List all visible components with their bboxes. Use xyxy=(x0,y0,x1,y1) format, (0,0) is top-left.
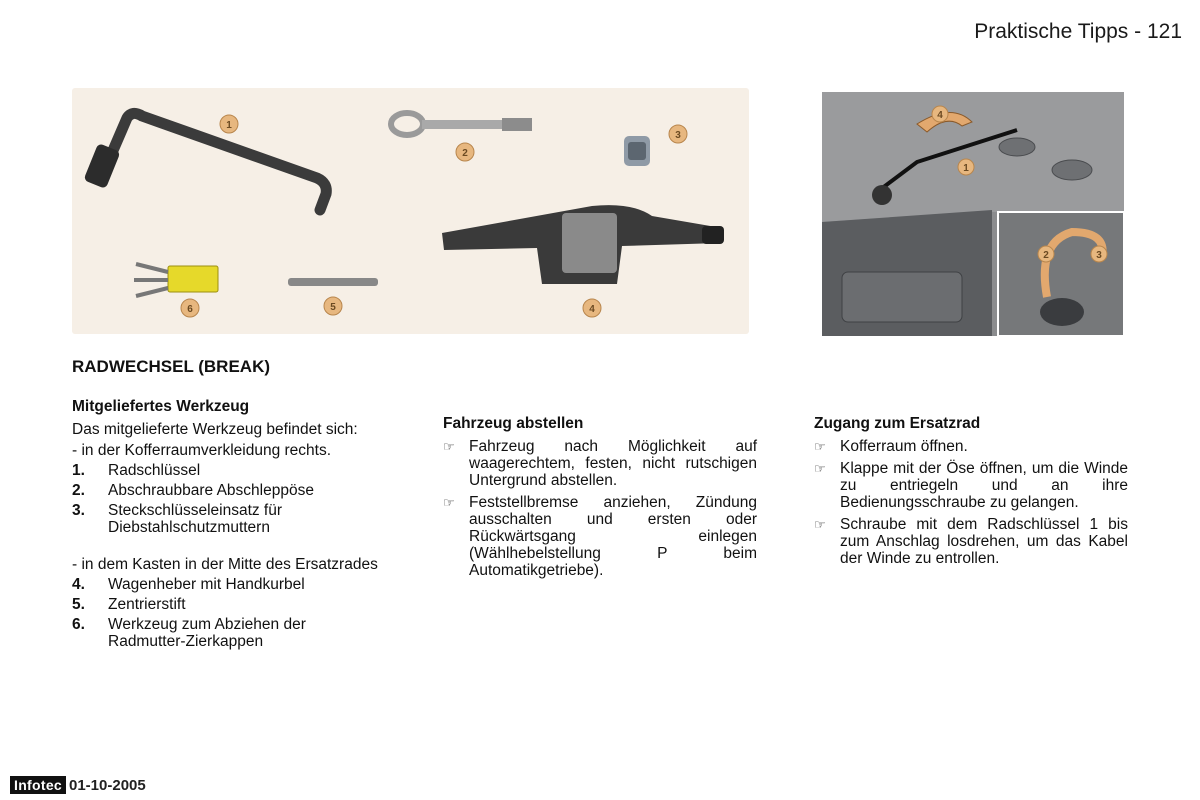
list-item: ☞ Fahrzeug nach Möglichkeit auf waagerechtem, festen, nicht rutschigen Untergrund abstellen. xyxy=(443,438,757,489)
marker-6: 6 xyxy=(187,304,193,315)
centering-pin-icon xyxy=(288,278,378,286)
marker-1: 1 xyxy=(226,120,232,131)
column-spare-access xyxy=(814,415,1128,572)
list-item: ☞ Schraube mit dem Radschlüssel 1 bis zum Anschlag losdrehen, um das Kabel der Winde zu entrollen. xyxy=(814,516,1128,567)
pointer-icon: ☞ xyxy=(814,439,826,454)
pointer-icon: ☞ xyxy=(814,461,826,476)
list-item: 1. Radschlüssel xyxy=(72,462,201,479)
wheel-wrench-icon xyxy=(83,113,326,210)
pointer-icon: ☞ xyxy=(814,517,826,532)
trunk-photo xyxy=(822,92,1124,336)
section-title: RADWECHSEL (BREAK) xyxy=(72,357,271,376)
column-tools xyxy=(72,398,386,653)
list-item: 6. Werkzeug zum Abziehen der Radmutter-Zierkappen xyxy=(72,616,306,650)
col1-location1: - in der Kofferraumverkleidung rechts. xyxy=(72,442,332,459)
hubcap-tool-icon xyxy=(134,264,218,296)
marker-2: 2 xyxy=(462,148,468,159)
photo-marker-3: 3 xyxy=(1096,250,1102,261)
page-header: Praktische Tipps - 121 xyxy=(974,20,1182,43)
jack-icon xyxy=(442,205,724,284)
photo-marker-1: 1 xyxy=(963,163,969,174)
list-item: 4. Wagenheber mit Handkurbel xyxy=(72,576,305,593)
pointer-icon: ☞ xyxy=(443,495,455,510)
photo-marker-4: 4 xyxy=(937,110,943,121)
access-steps xyxy=(814,438,1128,567)
footer xyxy=(10,776,146,794)
column-park-vehicle xyxy=(443,415,757,584)
col1-intro: Das mitgelieferte Werkzeug befindet sich: xyxy=(72,421,358,438)
socket-adapter-icon xyxy=(624,136,650,166)
brand-logo: Infotec xyxy=(10,776,66,794)
list-item: 5. Zentrierstift xyxy=(72,596,186,613)
tools-list-1 xyxy=(72,462,386,536)
tools-illustration xyxy=(72,88,749,334)
col1-heading: Mitgeliefertes Werkzeug xyxy=(72,398,250,415)
list-item: 3. Steckschlüsseleinsatz für Diebstahlschutzmuttern xyxy=(72,502,283,536)
col3-heading: Zugang zum Ersatzrad xyxy=(814,415,981,432)
photo-marker-2: 2 xyxy=(1043,250,1049,261)
pointer-icon: ☞ xyxy=(443,439,455,454)
list-item: ☞ Feststellbremse anziehen, Zündung ausschalten und ersten oder Rückwärtsgang einlegen (Wählhebelstellung P beim Automatikgetriebe). xyxy=(443,494,757,579)
marker-3: 3 xyxy=(675,130,681,141)
col2-heading: Fahrzeug abstellen xyxy=(443,415,584,432)
park-steps xyxy=(443,438,757,579)
marker-4: 4 xyxy=(589,304,595,315)
marker-5: 5 xyxy=(330,302,336,313)
trunk-drawing xyxy=(822,92,1124,336)
list-item: ☞ Kofferraum öffnen. xyxy=(814,438,968,455)
towing-eye-icon xyxy=(391,113,532,135)
footer-date: 01-10-2005 xyxy=(69,776,146,794)
tools-list-2 xyxy=(72,576,386,650)
tools-drawing xyxy=(72,88,749,334)
list-item: ☞ Klappe mit der Öse öffnen, um die Winde zu entriegeln und an ihre Bedienungsschraube zu gelangen. xyxy=(814,460,1128,511)
col1-location2: - in dem Kasten in der Mitte des Ersatzrades xyxy=(72,556,378,573)
list-item: 2. Abschraubbare Abschleppöse xyxy=(72,482,314,499)
